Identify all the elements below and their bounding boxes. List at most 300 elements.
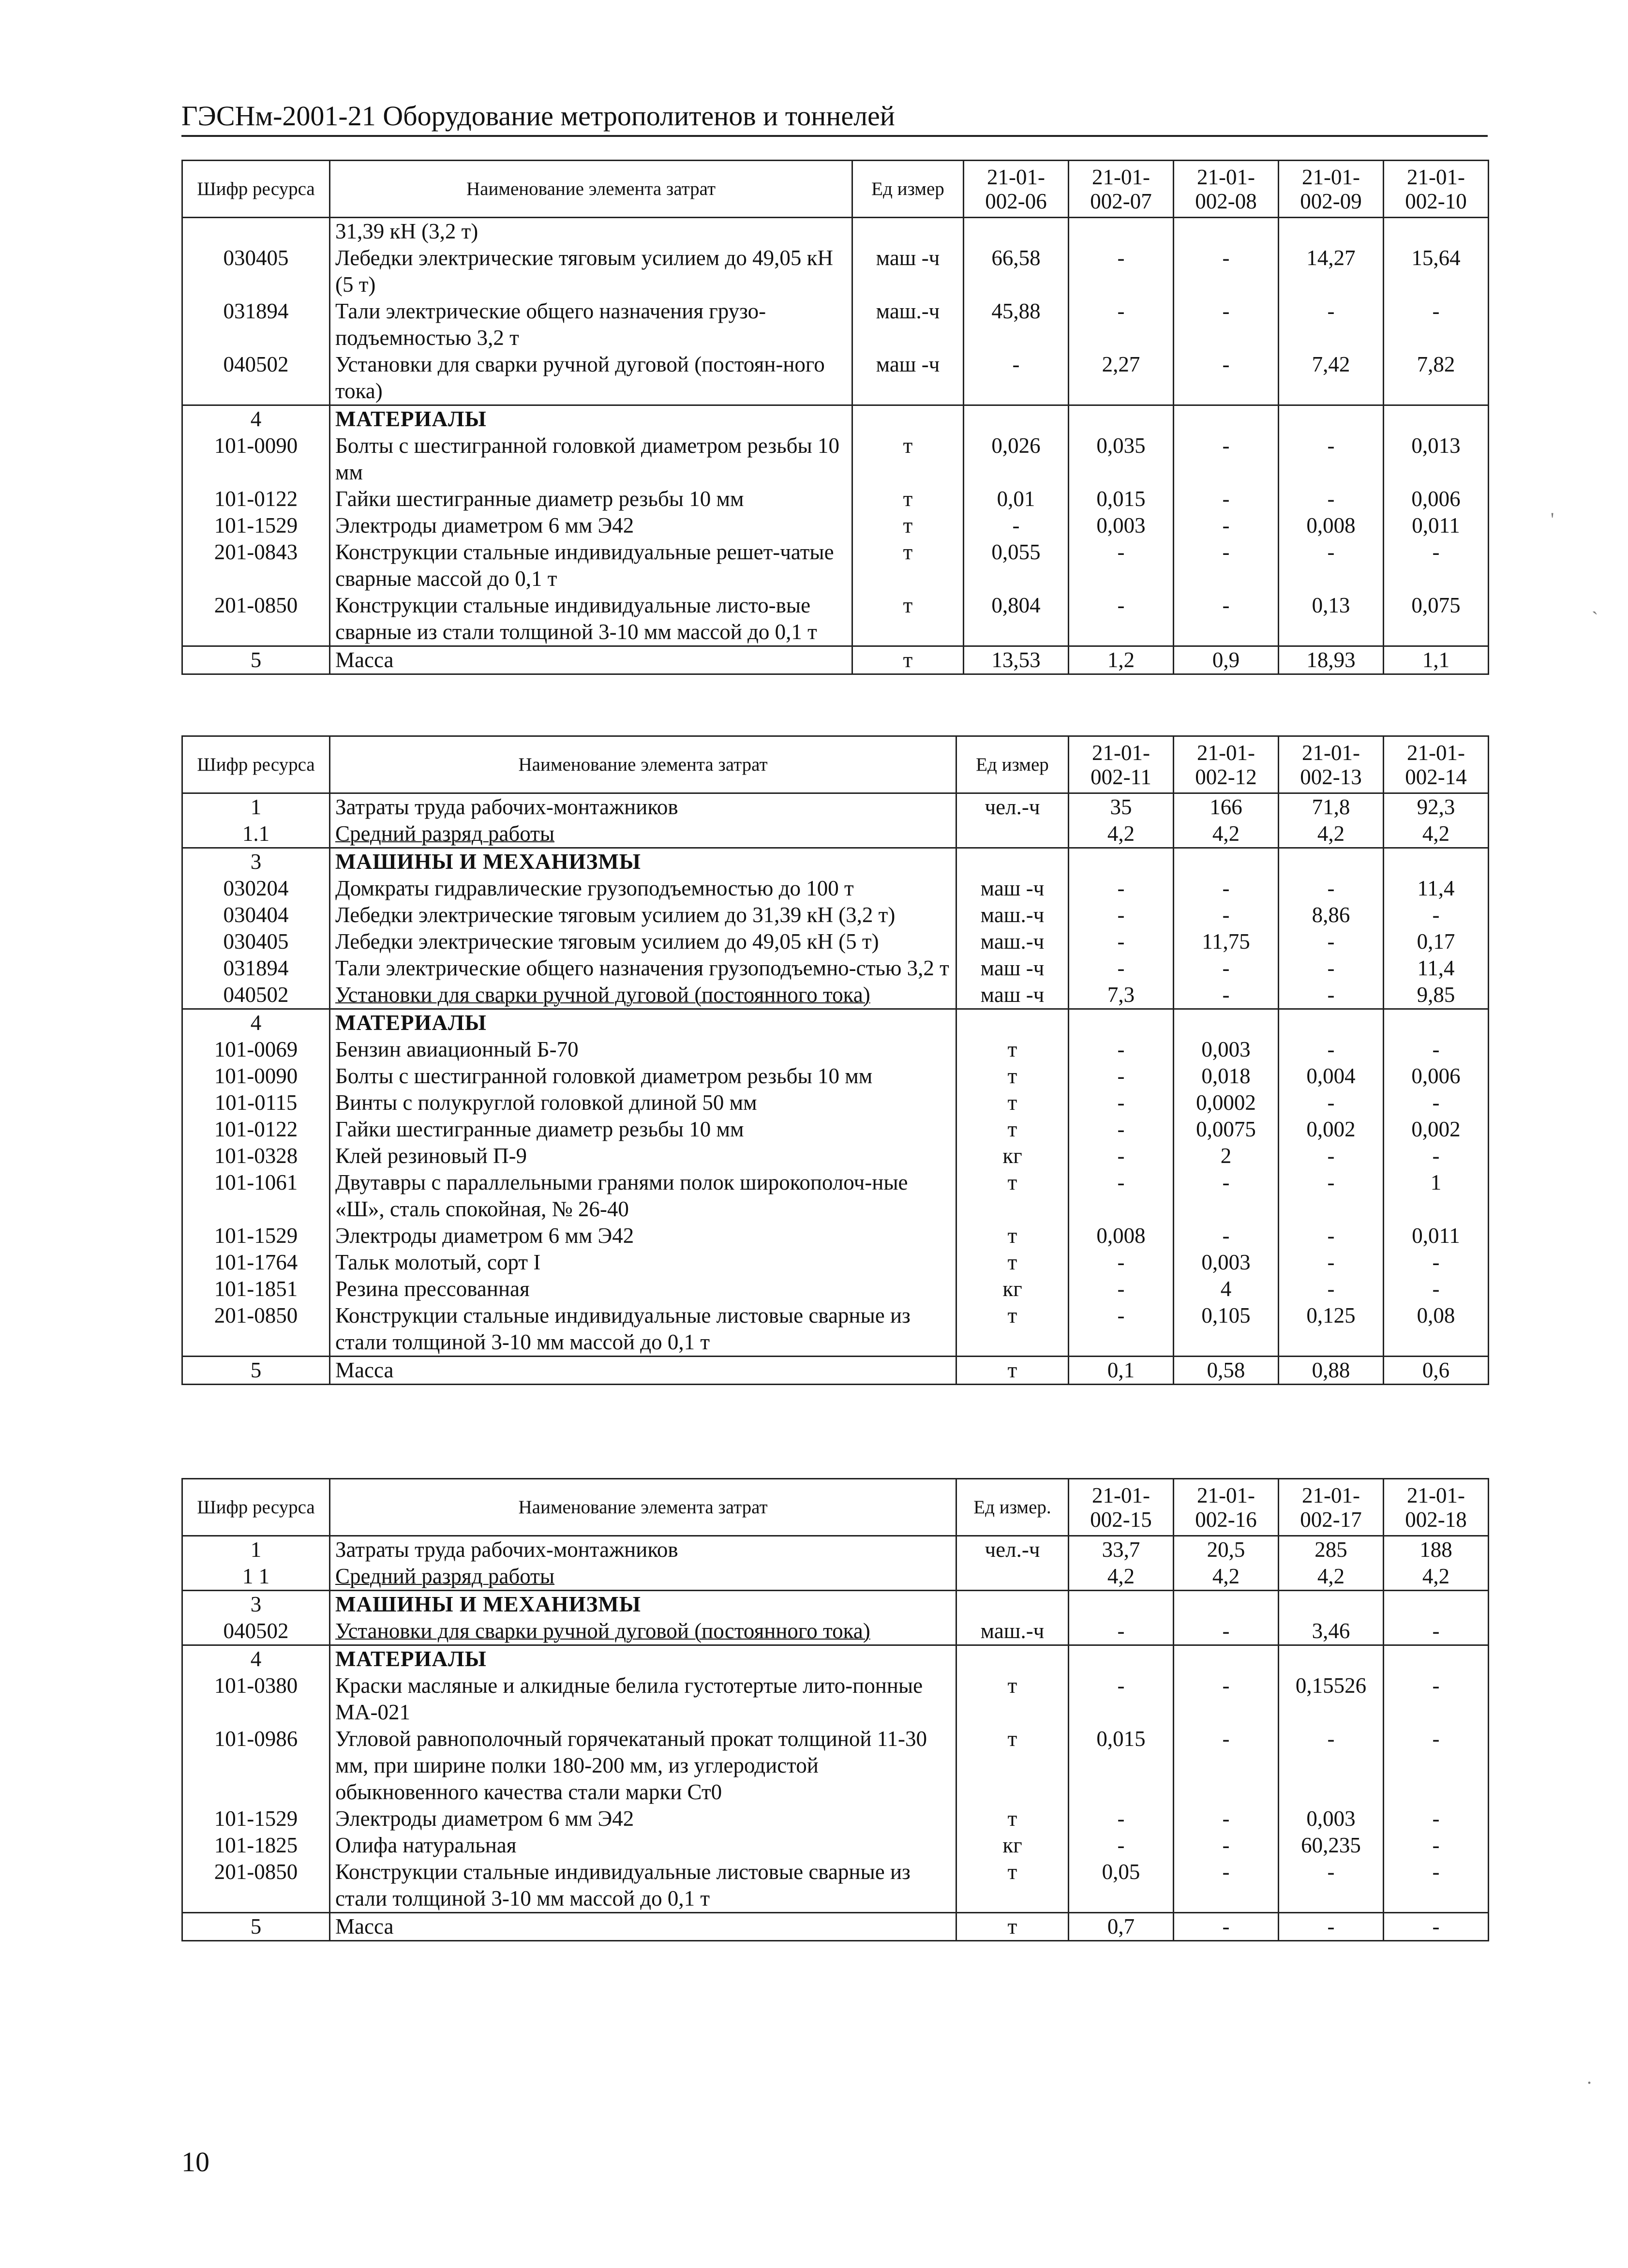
norm-value: 20,5	[1174, 1536, 1279, 1564]
header-norm-code: 21-01-002-11	[1069, 736, 1174, 793]
scan-speck: '	[1551, 508, 1554, 530]
norm-value	[1279, 848, 1384, 876]
element-name: Конструкции стальные индивидуальные листо-вые сварные из стали толщиной 3-10 мм массой до 0,1 т	[330, 592, 852, 646]
element-name: Конструкции стальные индивидуальные решет-чатые сварные массой до 0,1 т	[330, 539, 852, 592]
unit: маш.-ч	[956, 902, 1069, 928]
norm-value	[1384, 218, 1489, 245]
norm-value: -	[1069, 1036, 1174, 1063]
element-name: Электроды диаметром 6 мм Э42	[330, 1805, 956, 1832]
header-element-name: Наименование элемента затрат	[330, 161, 852, 218]
norm-value: 0,004	[1279, 1063, 1384, 1089]
table-row	[182, 512, 1489, 539]
norm-value: 15,64	[1384, 245, 1489, 298]
resource-table-1	[181, 160, 1489, 675]
resource-code: 101-0090	[182, 433, 330, 486]
unit	[852, 405, 964, 433]
unit	[852, 218, 964, 245]
element-name: Тальк молотый, сорт I	[330, 1249, 956, 1276]
unit: т	[956, 1116, 1069, 1143]
resource-code: 201-0850	[182, 592, 330, 646]
norm-value	[1384, 1591, 1489, 1618]
norm-value: -	[1384, 1276, 1489, 1302]
norm-value: -	[1384, 1249, 1489, 1276]
norm-value: 0,01	[964, 486, 1069, 512]
resource-code: 3	[182, 1591, 330, 1618]
resource-code: 040502	[182, 351, 330, 405]
unit: т	[956, 1169, 1069, 1223]
norm-value: 0,008	[1069, 1223, 1174, 1249]
table-row	[182, 1223, 1489, 1249]
norm-value	[1384, 1645, 1489, 1673]
norm-value: 4,2	[1279, 821, 1384, 848]
element-name: Угловой равнополочный горячекатаный прокат толщиной 11-30 мм, при ширине полки 180-200 мм, из углеродистой обыкновенного качества стали марки Ст0	[330, 1726, 956, 1805]
norm-value: 4,2	[1069, 1563, 1174, 1591]
norm-value: 92,3	[1384, 793, 1489, 821]
norm-value: 0,7	[1069, 1913, 1174, 1941]
norm-value: 0,003	[1069, 512, 1174, 539]
element-name: Лебедки электрические тяговым усилием до 49,05 кН (5 т)	[330, 245, 852, 298]
norm-value: 285	[1279, 1536, 1384, 1564]
element-name: Электроды диаметром 6 мм Э42	[330, 1223, 956, 1249]
norm-value: -	[1174, 902, 1279, 928]
norm-value: -	[964, 512, 1069, 539]
norm-value: 4,2	[1279, 1563, 1384, 1591]
norm-value: 4,2	[1069, 821, 1174, 848]
table-row	[182, 1036, 1489, 1063]
norm-value: -	[1069, 1276, 1174, 1302]
norm-value: 0,13	[1279, 592, 1384, 646]
mass-total-row	[182, 646, 1489, 674]
unit: т	[852, 512, 964, 539]
resource-code: 1 1	[182, 1563, 330, 1591]
norm-value: 7,82	[1384, 351, 1489, 405]
resource-code: 1	[182, 793, 330, 821]
element-name: Болты с шестигранной головкой диаметром резьбы 10 мм	[330, 1063, 956, 1089]
norm-value: 0,0002	[1174, 1089, 1279, 1116]
unit: т	[956, 1036, 1069, 1063]
norm-value: -	[1069, 1805, 1174, 1832]
norm-value: -	[1174, 875, 1279, 902]
norm-value: -	[1279, 1169, 1384, 1223]
unit: т	[956, 1859, 1069, 1913]
norm-value: -	[1174, 1726, 1279, 1805]
table-row	[182, 592, 1489, 646]
table-row	[182, 1089, 1489, 1116]
unit: маш.-ч	[956, 1618, 1069, 1645]
norm-value: -	[1384, 1832, 1489, 1859]
norm-value: 188	[1384, 1536, 1489, 1564]
norm-value: -	[1069, 1832, 1174, 1859]
norm-value	[1384, 405, 1489, 433]
page-number: 10	[181, 2146, 209, 2178]
norm-value: -	[1279, 298, 1384, 351]
norm-value: -	[1384, 1859, 1489, 1913]
norm-value: -	[1174, 245, 1279, 298]
norm-value: -	[1069, 1672, 1174, 1726]
page-header	[181, 99, 1488, 137]
table-row	[182, 351, 1489, 405]
norm-value: 4,2	[1174, 821, 1279, 848]
resource-code: 101-1851	[182, 1276, 330, 1302]
section-row	[182, 848, 1489, 876]
resource-code: 101-0090	[182, 1063, 330, 1089]
element-name: Установки для сварки ручной дуговой (постоян-ного тока)	[330, 351, 852, 405]
table-row	[182, 1116, 1489, 1143]
resource-code: 4	[182, 1009, 330, 1037]
norm-value: 0,013	[1384, 433, 1489, 486]
resource-code: 031894	[182, 955, 330, 982]
table-row	[182, 902, 1489, 928]
norm-value: -	[1279, 1276, 1384, 1302]
unit: т	[956, 1726, 1069, 1805]
norm-value: -	[1384, 1672, 1489, 1726]
norm-value	[1069, 1645, 1174, 1673]
norm-value	[1069, 1591, 1174, 1618]
resource-code: 5	[182, 1357, 330, 1385]
norm-value: -	[1384, 1089, 1489, 1116]
norm-value: 45,88	[964, 298, 1069, 351]
norm-value: 2	[1174, 1143, 1279, 1169]
norm-value: -	[1279, 1249, 1384, 1276]
table-row	[182, 1805, 1489, 1832]
table-row	[182, 1302, 1489, 1357]
table-row	[182, 1672, 1489, 1726]
resource-code: 030405	[182, 928, 330, 955]
element-name: Олифа натуральная	[330, 1832, 956, 1859]
norm-value	[1174, 848, 1279, 876]
norm-value: -	[1069, 592, 1174, 646]
header-resource-code: Шифр ресурса	[182, 736, 330, 793]
norm-value: 33,7	[1069, 1536, 1174, 1564]
norm-value: 1,2	[1069, 646, 1174, 674]
norm-value: 0,003	[1174, 1036, 1279, 1063]
unit: маш -ч	[852, 351, 964, 405]
table-row	[182, 1618, 1489, 1645]
norm-value: 0,002	[1384, 1116, 1489, 1143]
resource-code: 5	[182, 1913, 330, 1941]
unit: маш -ч	[956, 982, 1069, 1009]
norm-value: -	[1069, 1116, 1174, 1143]
resource-code: 101-1529	[182, 512, 330, 539]
norm-value: -	[1384, 298, 1489, 351]
norm-value: -	[1384, 1036, 1489, 1063]
unit	[956, 1591, 1069, 1618]
norm-value: -	[1069, 1249, 1174, 1276]
element-name: Гайки шестигранные диаметр резьбы 10 мм	[330, 486, 852, 512]
resource-code: 101-1764	[182, 1249, 330, 1276]
element-name: Затраты труда рабочих-монтажников	[330, 793, 956, 821]
table-row	[182, 1832, 1489, 1859]
norm-value: -	[1174, 1223, 1279, 1249]
resource-table-2	[181, 735, 1489, 1385]
unit: т	[852, 433, 964, 486]
norm-value	[1069, 848, 1174, 876]
norm-value: -	[1174, 351, 1279, 405]
norm-value: 4,2	[1384, 1563, 1489, 1591]
norm-value: 0,15526	[1279, 1672, 1384, 1726]
norm-value: 0,002	[1279, 1116, 1384, 1143]
norm-value	[1174, 1591, 1279, 1618]
element-name: Винты с полукруглой головкой длиной 50 мм	[330, 1089, 956, 1116]
resource-code: 201-0850	[182, 1859, 330, 1913]
element-name: Затраты труда рабочих-монтажников	[330, 1536, 956, 1564]
norm-value: 0,6	[1384, 1357, 1489, 1385]
unit: маш.-ч	[956, 928, 1069, 955]
header-element-name: Наименование элемента затрат	[330, 736, 956, 793]
section-title: МАШИНЫ И МЕХАНИЗМЫ	[330, 848, 956, 876]
norm-value: 4,2	[1384, 821, 1489, 848]
resource-code: 201-0850	[182, 1302, 330, 1357]
header-norm-code: 21-01-002-10	[1384, 161, 1489, 218]
table-row	[182, 1063, 1489, 1089]
header-unit: Ед измер	[852, 161, 964, 218]
norm-value: -	[1384, 1805, 1489, 1832]
header-resource-code: Шифр ресурса	[182, 1479, 330, 1536]
header-norm-code: 21-01-002-14	[1384, 736, 1489, 793]
section-title: МАШИНЫ И МЕХАНИЗМЫ	[330, 1591, 956, 1618]
norm-value: -	[1384, 902, 1489, 928]
element-name: 31,39 кН (3,2 т)	[330, 218, 852, 245]
norm-value: -	[1174, 539, 1279, 592]
norm-value: 4	[1174, 1276, 1279, 1302]
norm-value: 7,42	[1279, 351, 1384, 405]
norm-value: -	[1174, 1832, 1279, 1859]
table-row	[182, 1143, 1489, 1169]
document-title: ГЭСНм-2001-21 Оборудование метрополитенов и тоннелей	[181, 100, 895, 132]
resource-code: 101-0115	[182, 1089, 330, 1116]
norm-value: -	[1069, 1618, 1174, 1645]
element-name: Средний разряд работы	[330, 821, 956, 848]
norm-value: -	[1279, 1859, 1384, 1913]
norm-value	[1279, 218, 1384, 245]
element-name: Электроды диаметром 6 мм Э42	[330, 512, 852, 539]
element-name: Лебедки электрические тяговым усилием до 31,39 кН (3,2 т)	[330, 902, 956, 928]
table-row	[182, 433, 1489, 486]
table-row	[182, 1169, 1489, 1223]
norm-value: -	[1069, 245, 1174, 298]
norm-value: 14,27	[1279, 245, 1384, 298]
norm-value: 11,75	[1174, 928, 1279, 955]
unit: маш -ч	[852, 245, 964, 298]
element-name: Тали электрические общего назначения грузо-подъемностью 3,2 т	[330, 298, 852, 351]
norm-value: -	[1279, 1726, 1384, 1805]
table-row	[182, 486, 1489, 512]
unit: т	[956, 1089, 1069, 1116]
element-name: Установки для сварки ручной дуговой (постоянного тока)	[330, 982, 956, 1009]
norm-value	[1069, 1009, 1174, 1037]
norm-value: -	[1279, 1223, 1384, 1249]
unit: т	[956, 1302, 1069, 1357]
norm-value	[1069, 405, 1174, 433]
element-name: Резина прессованная	[330, 1276, 956, 1302]
header-norm-code: 21-01-002-15	[1069, 1479, 1174, 1536]
norm-value: 0,105	[1174, 1302, 1279, 1357]
resource-code: 101-0380	[182, 1672, 330, 1726]
unit: маш.-ч	[852, 298, 964, 351]
unit: т	[852, 646, 964, 674]
unit: кг	[956, 1143, 1069, 1169]
norm-value: -	[1069, 539, 1174, 592]
header-norm-code: 21-01-002-06	[964, 161, 1069, 218]
mass-total-row	[182, 1913, 1489, 1941]
norm-value: 0,035	[1069, 433, 1174, 486]
resource-code: 101-1061	[182, 1169, 330, 1223]
norm-value: -	[1384, 1618, 1489, 1645]
table-row	[182, 218, 1489, 245]
norm-value: -	[1384, 1913, 1489, 1941]
norm-value: -	[1279, 1913, 1384, 1941]
norm-value: -	[1279, 875, 1384, 902]
table-row	[182, 298, 1489, 351]
header-unit: Ед измер.	[956, 1479, 1069, 1536]
norm-value: 9,85	[1384, 982, 1489, 1009]
unit: т	[956, 1913, 1069, 1941]
norm-value: 0,008	[1279, 512, 1384, 539]
resource-code: 5	[182, 646, 330, 674]
norm-value: -	[1279, 486, 1384, 512]
norm-value: 0,015	[1069, 1726, 1174, 1805]
resource-table-3	[181, 1478, 1489, 1941]
resource-code: 101-1529	[182, 1805, 330, 1832]
norm-value: 0,055	[964, 539, 1069, 592]
norm-value: 0,006	[1384, 1063, 1489, 1089]
norm-value: -	[1174, 1913, 1279, 1941]
unit	[956, 1645, 1069, 1673]
unit: т	[852, 486, 964, 512]
norm-value: 0,17	[1384, 928, 1489, 955]
element-name: Масса	[330, 1913, 956, 1941]
element-name: Домкраты гидравлические грузоподъемностью до 100 т	[330, 875, 956, 902]
header-norm-code: 21-01-002-13	[1279, 736, 1384, 793]
norm-value: 4,2	[1174, 1563, 1279, 1591]
norm-value: -	[1279, 1036, 1384, 1063]
norm-value: 166	[1174, 793, 1279, 821]
resource-code: 1.1	[182, 821, 330, 848]
norm-value: -	[1174, 1672, 1279, 1726]
unit: т	[852, 539, 964, 592]
norm-value: 3,46	[1279, 1618, 1384, 1645]
norm-value: 0,003	[1279, 1805, 1384, 1832]
norm-value: -	[1069, 298, 1174, 351]
norm-value: 7,3	[1069, 982, 1174, 1009]
norm-value: -	[1174, 1169, 1279, 1223]
norm-value: -	[1069, 1063, 1174, 1089]
norm-value: -	[1279, 928, 1384, 955]
norm-value: -	[1174, 982, 1279, 1009]
norm-value: 1,1	[1384, 646, 1489, 674]
norm-value: -	[1174, 955, 1279, 982]
resource-code: 3	[182, 848, 330, 876]
header-norm-code: 21-01-002-07	[1069, 161, 1174, 218]
section-title: МАТЕРИАЛЫ	[330, 1009, 956, 1037]
norm-value: -	[1279, 1089, 1384, 1116]
resource-code: 101-0122	[182, 1116, 330, 1143]
resource-code: 031894	[182, 298, 330, 351]
norm-value: 1	[1384, 1169, 1489, 1223]
norm-value: 0,58	[1174, 1357, 1279, 1385]
norm-value: -	[1069, 1302, 1174, 1357]
resource-code: 101-0328	[182, 1143, 330, 1169]
section-row	[182, 405, 1489, 433]
norm-value	[1174, 1009, 1279, 1037]
element-name: Болты с шестигранной головкой диаметром резьбы 10 мм	[330, 433, 852, 486]
unit: т	[956, 1249, 1069, 1276]
section-row	[182, 1009, 1489, 1037]
unit: маш -ч	[956, 875, 1069, 902]
norm-value: -	[1384, 539, 1489, 592]
header-element-name: Наименование элемента затрат	[330, 1479, 956, 1536]
norm-value: -	[1279, 955, 1384, 982]
section-row	[182, 1645, 1489, 1673]
norm-value: 0,0075	[1174, 1116, 1279, 1143]
table-row	[182, 982, 1489, 1009]
norm-value: -	[1069, 955, 1174, 982]
header-norm-code: 21-01-002-17	[1279, 1479, 1384, 1536]
norm-value	[1279, 1009, 1384, 1037]
norm-value: -	[1174, 1859, 1279, 1913]
resource-code: 101-0069	[182, 1036, 330, 1063]
table-row	[182, 955, 1489, 982]
unit: кг	[956, 1832, 1069, 1859]
norm-value: 11,4	[1384, 875, 1489, 902]
norm-value: 66,58	[964, 245, 1069, 298]
table-row	[182, 539, 1489, 592]
resource-code: 040502	[182, 982, 330, 1009]
norm-value: 0,804	[964, 592, 1069, 646]
norm-value: 35	[1069, 793, 1174, 821]
element-name: Тали электрические общего назначения грузоподъемно-стью 3,2 т	[330, 955, 956, 982]
section-title: МАТЕРИАЛЫ	[330, 405, 852, 433]
norm-value	[1384, 848, 1489, 876]
norm-value	[1174, 218, 1279, 245]
element-name: Клей резиновый П-9	[330, 1143, 956, 1169]
unit: чел.-ч	[956, 793, 1069, 821]
table-row	[182, 1563, 1489, 1591]
norm-value: -	[1069, 1169, 1174, 1223]
norm-value: 0,026	[964, 433, 1069, 486]
resource-code: 1	[182, 1536, 330, 1564]
norm-value: -	[1174, 486, 1279, 512]
norm-value: -	[1069, 1089, 1174, 1116]
resource-code	[182, 218, 330, 245]
unit	[956, 821, 1069, 848]
table-row	[182, 1249, 1489, 1276]
scan-speck: `	[1592, 608, 1598, 629]
norm-value: 2,27	[1069, 351, 1174, 405]
element-name: Двутавры с параллельными гранями полок широкополоч-ные «Ш», сталь спокойная, № 26-40	[330, 1169, 956, 1223]
header-resource-code: Шифр ресурса	[182, 161, 330, 218]
unit	[956, 848, 1069, 876]
resource-code: 101-1825	[182, 1832, 330, 1859]
element-name: Установки для сварки ручной дуговой (постоянного тока)	[330, 1618, 956, 1645]
table-row	[182, 1276, 1489, 1302]
header-norm-code: 21-01-002-08	[1174, 161, 1279, 218]
norm-value: 13,53	[964, 646, 1069, 674]
element-name: Масса	[330, 646, 852, 674]
unit: т	[956, 1357, 1069, 1385]
norm-value	[1174, 405, 1279, 433]
norm-value	[1384, 1009, 1489, 1037]
resource-code: 030204	[182, 875, 330, 902]
norm-value: 71,8	[1279, 793, 1384, 821]
resource-code: 040502	[182, 1618, 330, 1645]
unit: т	[956, 1805, 1069, 1832]
header-norm-code: 21-01-002-16	[1174, 1479, 1279, 1536]
table-row	[182, 1536, 1489, 1564]
norm-value: 0,05	[1069, 1859, 1174, 1913]
norm-value	[1279, 1591, 1384, 1618]
scan-speck: .	[1587, 2066, 1592, 2088]
